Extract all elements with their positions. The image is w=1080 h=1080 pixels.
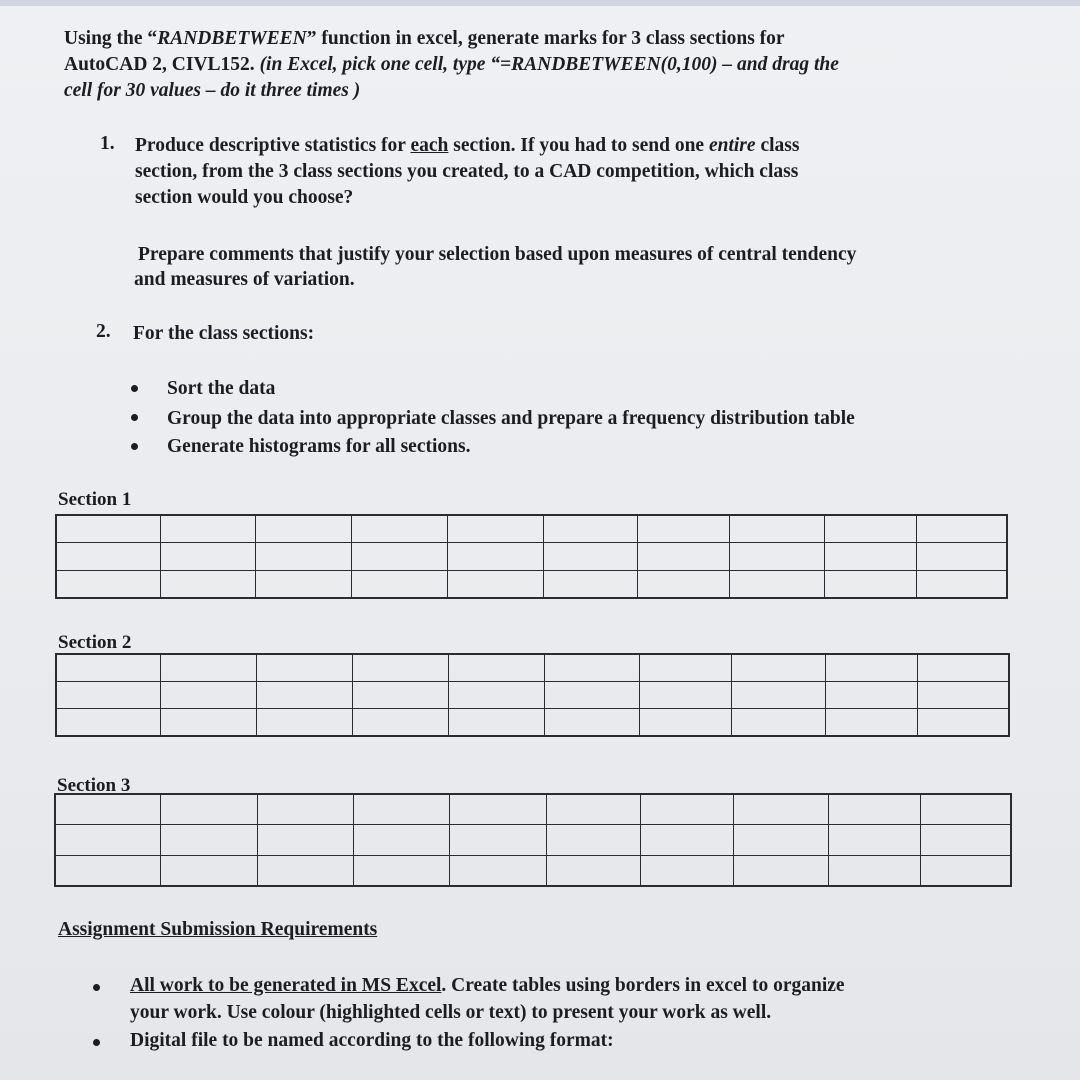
section-2-table — [55, 653, 1010, 737]
table-row — [57, 655, 1009, 682]
section-3-table — [54, 793, 1012, 887]
table-row — [57, 516, 1007, 543]
bullet-dot — [131, 414, 138, 421]
table-row — [56, 825, 1011, 855]
question-1-line-2: section, from the 3 class sections you created, to a CAD competition, which class — [135, 161, 799, 182]
question-1-line-1: Produce descriptive statistics for each section. If you had to send one entire class — [135, 135, 800, 156]
question-1-comment-line-1: Prepare comments that justify your selection based upon measures of central tendency — [138, 244, 857, 265]
bullet-dot — [93, 984, 100, 991]
table-row — [57, 682, 1009, 709]
intro-line-2: AutoCAD 2, CIVL152. (in Excel, pick one cell, type “=RANDBETWEEN(0,100) – and drag the — [64, 54, 839, 75]
table-row — [57, 543, 1007, 570]
question-2-bullet-2: Group the data into appropriate classes and prepare a frequency distribution table — [167, 408, 855, 429]
table-row — [57, 709, 1009, 736]
table-row — [56, 855, 1011, 885]
table-row — [57, 570, 1007, 597]
question-1-number: 1. — [100, 133, 115, 154]
question-1-line-3: section would you choose? — [135, 187, 354, 208]
bullet-dot — [131, 443, 138, 450]
section-1-table — [55, 514, 1008, 599]
question-2-bullet-1: Sort the data — [167, 378, 276, 399]
question-2-label: For the class sections: — [133, 323, 315, 344]
bullet-dot — [93, 1039, 100, 1046]
question-1-comment-line-2: and measures of variation. — [134, 269, 355, 290]
section-1-label: Section 1 — [58, 489, 132, 510]
submission-bullet-2: Digital file to be named according to the following format: — [130, 1030, 614, 1051]
table-row — [56, 795, 1011, 825]
submission-bullet-1-line-2: your work. Use colour (highlighted cells or text) to present your work as well. — [130, 1002, 772, 1023]
intro-line-1: Using the “RANDBETWEEN” function in excel, generate marks for 3 class sections for — [64, 28, 785, 49]
intro-line-3: cell for 30 values – do it three times ) — [64, 80, 361, 101]
section-3-label: Section 3 — [57, 775, 131, 796]
question-2-number: 2. — [96, 321, 111, 342]
section-2-label: Section 2 — [58, 632, 132, 653]
bullet-dot — [131, 385, 138, 392]
question-2-bullet-3: Generate histograms for all sections. — [167, 436, 471, 457]
submission-heading: Assignment Submission Requirements — [58, 919, 378, 940]
submission-bullet-1: All work to be generated in MS Excel. Create tables using borders in excel to organize — [130, 975, 845, 996]
